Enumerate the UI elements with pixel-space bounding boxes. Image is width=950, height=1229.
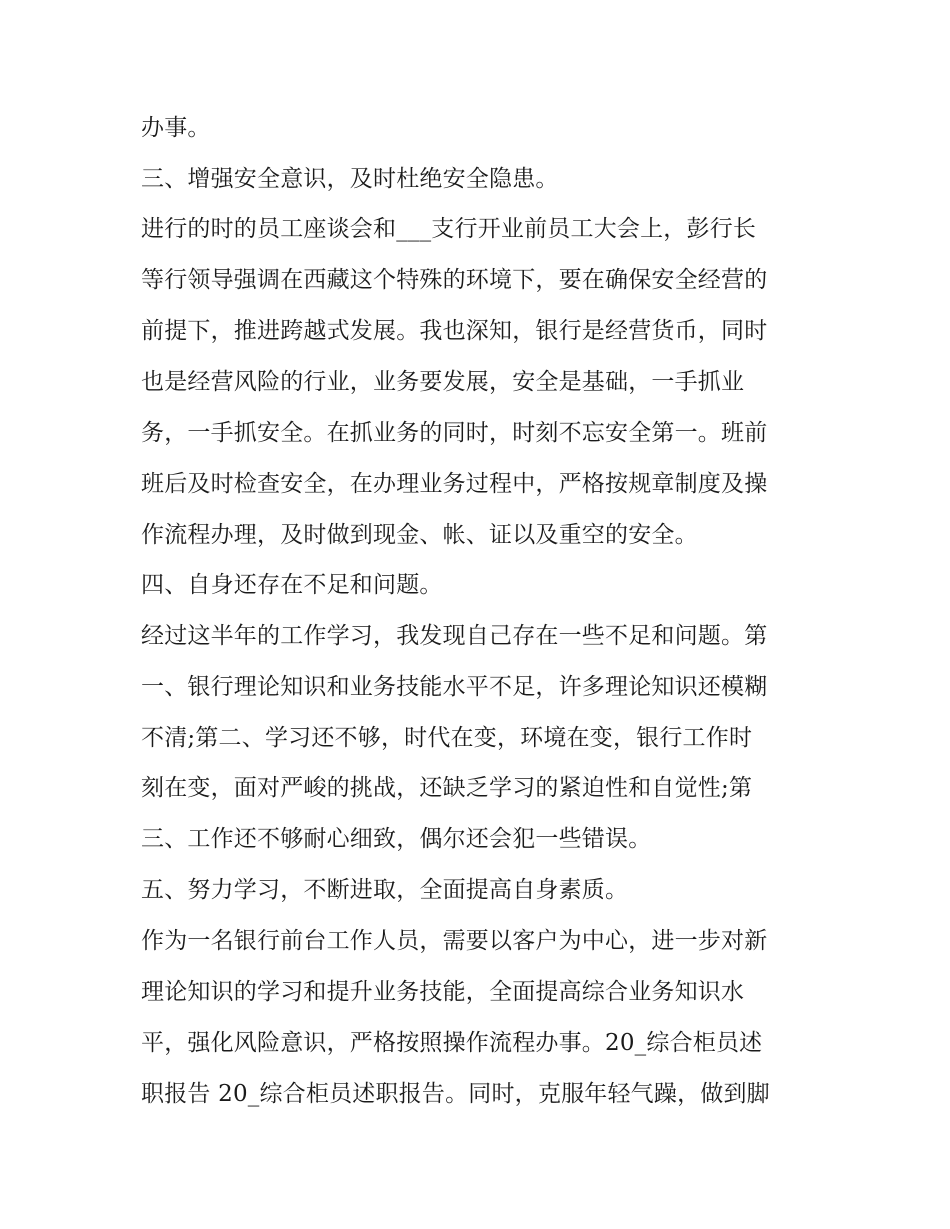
text-line: 三、工作还不够耐心细致，偶尔还会犯一些错误。: [141, 826, 652, 852]
text-line: 进行的时的员工座谈会和___支行开业前员工大会上，彭行长: [141, 216, 757, 242]
text-line: 职报告 20_综合柜员述职报告。同时，克服年轻气躁，做到脚: [141, 1081, 770, 1107]
text-line: 不清;第二、学习还不够，时代在变，环境在变，银行工作时: [141, 725, 753, 751]
section-heading: 三、增强安全意识，及时杜绝安全隐患。: [141, 166, 559, 192]
text-line: 务，一手抓安全。在抓业务的同时，时刻不忘安全第一。班前: [141, 420, 768, 446]
text-line: 班后及时检查安全，在办理业务过程中，严格按规章制度及操: [141, 471, 768, 497]
text-line: 也是经营风险的行业，业务要发展，安全是基础，一手抓业: [141, 369, 745, 395]
text-line: 经过这半年的工作学习，我发现自己存在一些不足和问题。第: [141, 623, 768, 649]
section-heading: 五、努力学习，不断进取，全面提高自身素质。: [141, 877, 629, 903]
text-line: 作流程办理，及时做到现金、帐、证以及重空的安全。: [141, 522, 698, 548]
text-line: 刻在变，面对严峻的挑战，还缺乏学习的紧迫性和自觉性;第: [141, 775, 753, 801]
text-line: 等行领导强调在西藏这个特殊的环境下，要在确保安全经营的: [141, 267, 768, 293]
text-line: 一、银行理论知识和业务技能水平不足，许多理论知识还模糊: [141, 674, 768, 700]
text-line: 理论知识的学习和提升业务技能，全面提高综合业务知识水: [141, 979, 745, 1005]
text-line: 前提下，推进跨越式发展。我也深知，银行是经营货币，同时: [141, 318, 768, 344]
section-heading: 四、自身还存在不足和问题。: [141, 572, 443, 598]
text-line: 平，强化风险意识，严格按照操作流程办事。20_综合柜员述: [141, 1030, 763, 1056]
text-line: 办事。: [141, 115, 211, 141]
text-line: 作为一名银行前台工作人员，需要以客户为中心，进一步对新: [141, 928, 768, 954]
